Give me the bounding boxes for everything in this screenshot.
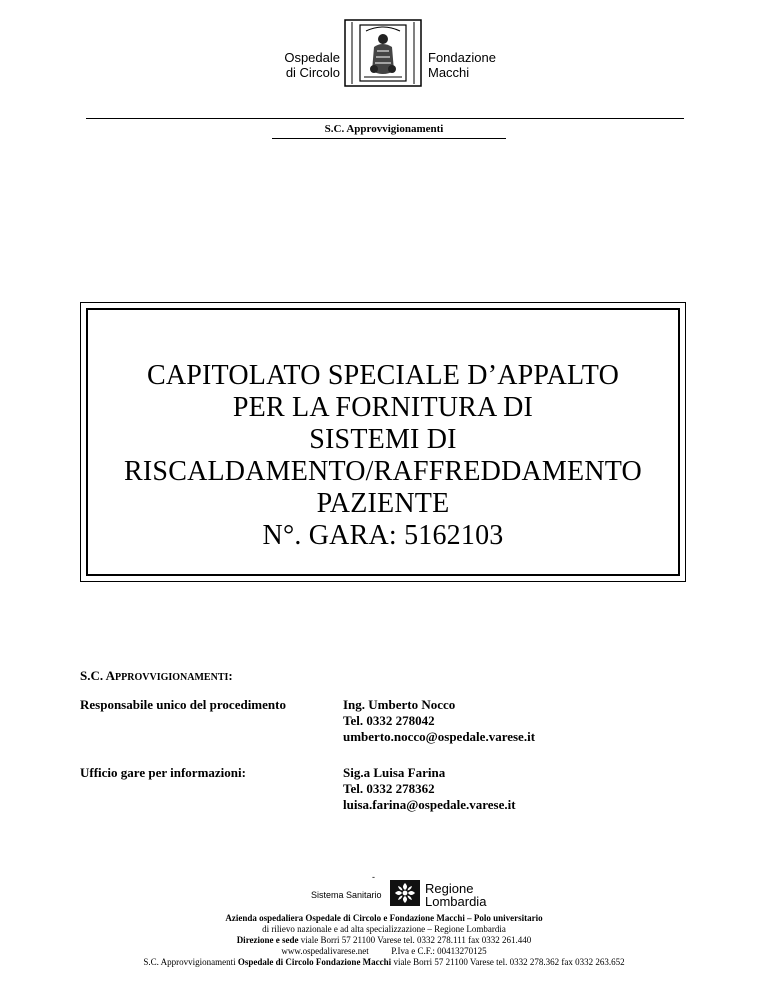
org-right-line1: Fondazione <box>428 50 496 65</box>
title-line-6: N°. GARA: 5162103 <box>262 520 504 551</box>
org-right-line2: Macchi <box>428 65 470 80</box>
title-line-3: SISTEMI DI <box>309 424 457 455</box>
title-line-2: PER LA FORNITURA DI <box>232 392 534 423</box>
regione-line1: Regione <box>425 881 474 896</box>
department-heading: S.C. Approvvigionamenti <box>324 123 444 135</box>
footer-rilievo: di rilievo nazionale e ad alta specializzazione – Regione Lombardia <box>262 924 506 934</box>
ufficio-details <box>343 765 516 813</box>
footer-direzione-rest: viale Borri 57 21100 Varese tel. 0332 278.111 fax 0332 261.440 <box>298 935 532 945</box>
title-line-5: PAZIENTE <box>316 488 450 519</box>
section-smallcaps: PPROVVIGIONAMENTI <box>115 672 229 683</box>
org-left-line2: di Circolo <box>285 65 340 80</box>
title-line-4: RISCALDAMENTO/RAFFREDDAMENTO <box>124 456 642 487</box>
regione-dash: - <box>372 872 375 882</box>
responsabile-label: Responsabile unico del procedimento <box>80 697 286 712</box>
header-divider <box>86 118 684 119</box>
footer-web[interactable]: www.ospedalivarese.net P.Iva e C.F.: 00413270125 <box>281 946 487 956</box>
footer-azienda: Azienda ospedaliera Ospedale di Circolo e Fondazione Macchi – Polo universitario <box>225 913 543 923</box>
footer-sc-rest: viale Borri 57 21100 Varese tel. 0332 278.362 fax 0332 263.652 <box>391 957 625 967</box>
responsabile-email[interactable]: umberto.nocco@ospedale.varese.it <box>343 729 536 744</box>
footer-sc-line <box>0 957 768 968</box>
org-name-right <box>428 50 518 80</box>
title-line-1: CAPITOLATO SPECIALE D’APPALTO <box>146 360 620 391</box>
ufficio-name: Sig.a Luisa Farina <box>343 765 446 780</box>
org-name-left <box>274 50 340 80</box>
ufficio-email[interactable]: luisa.farina@ospedale.varese.it <box>343 797 516 812</box>
document-title <box>86 360 680 552</box>
section-suffix: : <box>228 668 233 683</box>
footer-sc-bold: Ospedale di Circolo Fondazione Macchi <box>237 957 392 967</box>
footer-sc-prefix: S.C. Approvvigionamenti <box>143 957 238 967</box>
department-underline <box>272 138 506 139</box>
footer-direzione <box>0 935 768 946</box>
sistema-sanitario-label: Sistema Sanitario <box>311 890 382 900</box>
responsabile-name: Ing. Umberto Nocco <box>343 697 456 712</box>
responsabile-phone: Tel. 0332 278042 <box>343 713 435 728</box>
hospital-emblem-icon <box>344 19 422 87</box>
section-prefix: S.C. A <box>80 668 116 683</box>
regione-lombardia-label <box>425 882 486 908</box>
regione-lombardia-logo-icon <box>390 880 420 906</box>
responsabile-details <box>343 697 535 745</box>
footer-direzione-bold: Direzione e sede <box>236 935 299 945</box>
org-left-line1: Ospedale <box>284 50 340 65</box>
ufficio-phone: Tel. 0332 278362 <box>343 781 435 796</box>
contacts-section-heading <box>80 668 233 684</box>
ufficio-label: Ufficio gare per informazioni: <box>80 765 246 780</box>
regione-line2: Lombardia <box>425 894 487 909</box>
